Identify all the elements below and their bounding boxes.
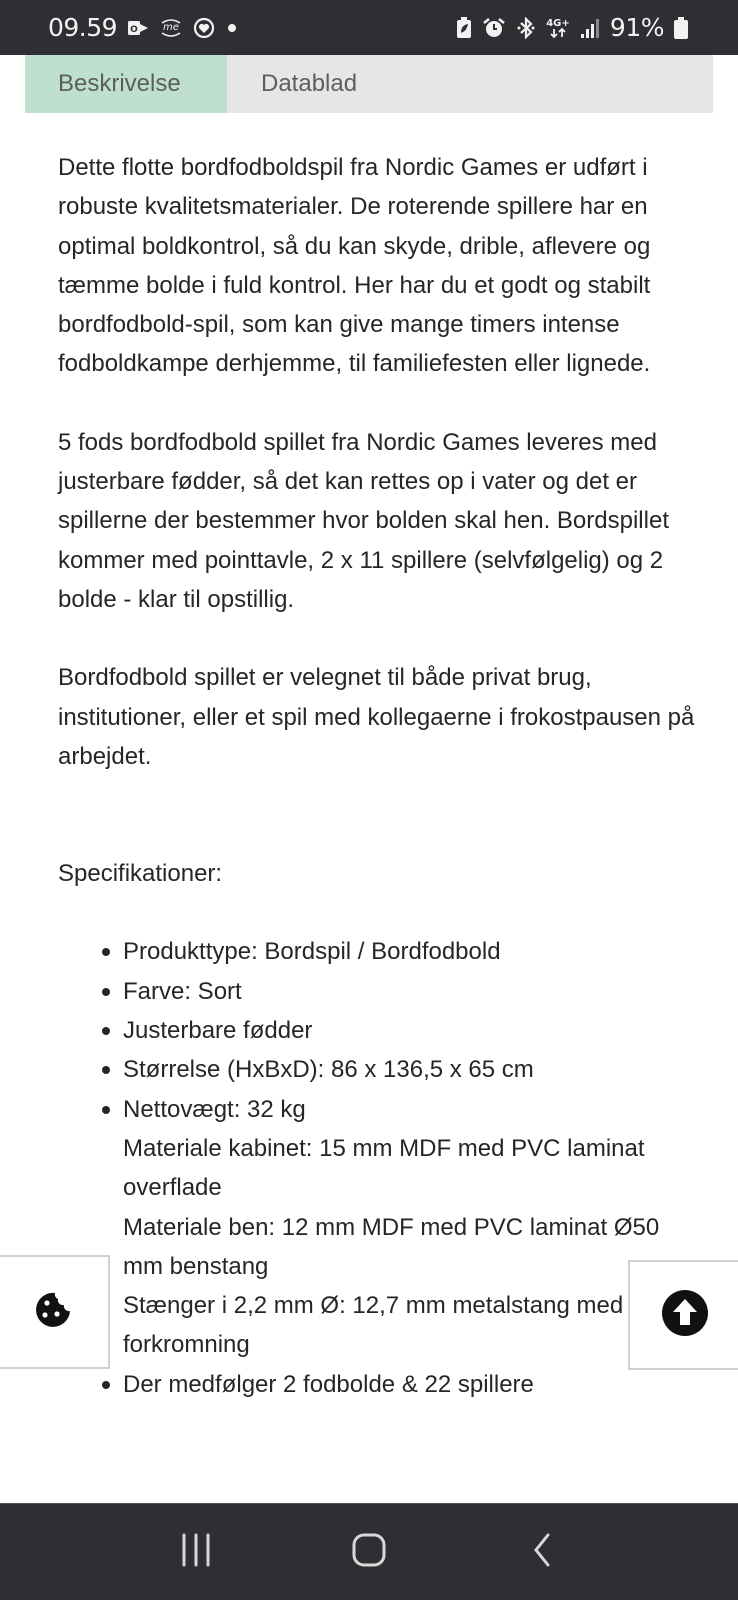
cookie-icon	[33, 1290, 73, 1335]
arrow-up-circle-icon	[661, 1289, 709, 1342]
status-bar	[0, 0, 738, 55]
status-left	[48, 13, 239, 42]
spec-item: Justerbare fødder	[123, 1011, 698, 1050]
spec-item: Der medfølger 2 fodbolde & 22 spillere	[123, 1365, 698, 1404]
dot-icon	[225, 21, 239, 35]
spec-item: Størrelse (HxBxD): 86 x 136,5 x 65 cm	[123, 1050, 698, 1089]
svg-text:me: me	[163, 21, 180, 33]
spec-list	[58, 932, 698, 1404]
tab-label: Datablad	[261, 70, 358, 97]
product-description	[58, 148, 698, 1404]
tab-label: Beskrivelse	[58, 70, 181, 97]
tab-beskrivelse[interactable]	[25, 55, 227, 113]
me-app-icon	[159, 17, 183, 39]
spec-item: Farve: Sort	[123, 972, 698, 1011]
signal-icon	[580, 17, 600, 39]
description-paragraph: Dette flotte bordfodboldspil fra Nordic Games er udført i robuste kvalitetsmaterialer. De roterende spillere har en optimal boldkontrol, så du kan skyde, drible, aflevere og tæmme bolde i fuld kontrol. Her har du et godt og stabilt bordfodbold-spil, som kan give mange timers intense fodboldkampe derhjemme, til familiefesten eller lignede.	[58, 154, 651, 378]
spec-item: Produkttype: Bordspil / Bordfodbold	[123, 932, 698, 971]
svg-text:4G+: 4G+	[546, 17, 570, 29]
battery-saver-icon	[456, 17, 472, 39]
home-icon	[351, 1532, 387, 1573]
svg-text:O: O	[130, 24, 138, 35]
battery-percent: 91%	[609, 13, 664, 42]
spec-item: Stænger i 2,2 mm Ø: 12,7 mm metalstang med forkromning	[123, 1286, 698, 1365]
spec-item: Materiale kabinet: 15 mm MDF med PVC laminat overflade	[123, 1134, 645, 1202]
alarm-icon	[482, 17, 506, 39]
recent-apps-button[interactable]	[156, 1522, 236, 1582]
status-time: 09.59	[48, 13, 118, 42]
system-nav-bar	[0, 1503, 738, 1600]
status-right	[456, 13, 688, 42]
description-paragraph: 5 fods bordfodbold spillet fra Nordic Games leveres med justerbare fødder, så det kan rettes op i vater og det er spillerne der bestemmer hvor bolden skal hen. Bordspillet kommer med pointtavle, 2 x 11 spillere (selvfølgelig) og 2 bolde - klar til opstillig.	[58, 428, 669, 613]
spec-item: Materiale ben: 12 mm MDF med PVC laminat Ø50 mm benstang	[123, 1213, 660, 1280]
recent-apps-icon	[178, 1533, 214, 1572]
outlook-notification-icon	[127, 19, 149, 37]
tab-datablad[interactable]	[227, 55, 357, 113]
spec-item: Nettovægt: 32 kg	[123, 1090, 698, 1129]
back-button[interactable]	[502, 1522, 582, 1582]
home-button[interactable]	[329, 1522, 409, 1582]
description-paragraph: Bordfodbold spillet er velegnet til både privat brug, institutioner, eller et spil med kollegaerne i frokostpausen på arbejdet.	[58, 664, 695, 770]
product-tabs	[25, 55, 713, 113]
network-4g-plus-icon	[546, 16, 570, 40]
scroll-to-top-button[interactable]	[628, 1260, 738, 1370]
back-icon	[530, 1532, 554, 1573]
spec-title: Specifikationer:	[58, 860, 223, 888]
bluetooth-icon	[516, 17, 536, 39]
health-app-icon	[193, 17, 215, 39]
battery-icon	[674, 17, 688, 39]
cookie-settings-button[interactable]	[0, 1255, 110, 1369]
